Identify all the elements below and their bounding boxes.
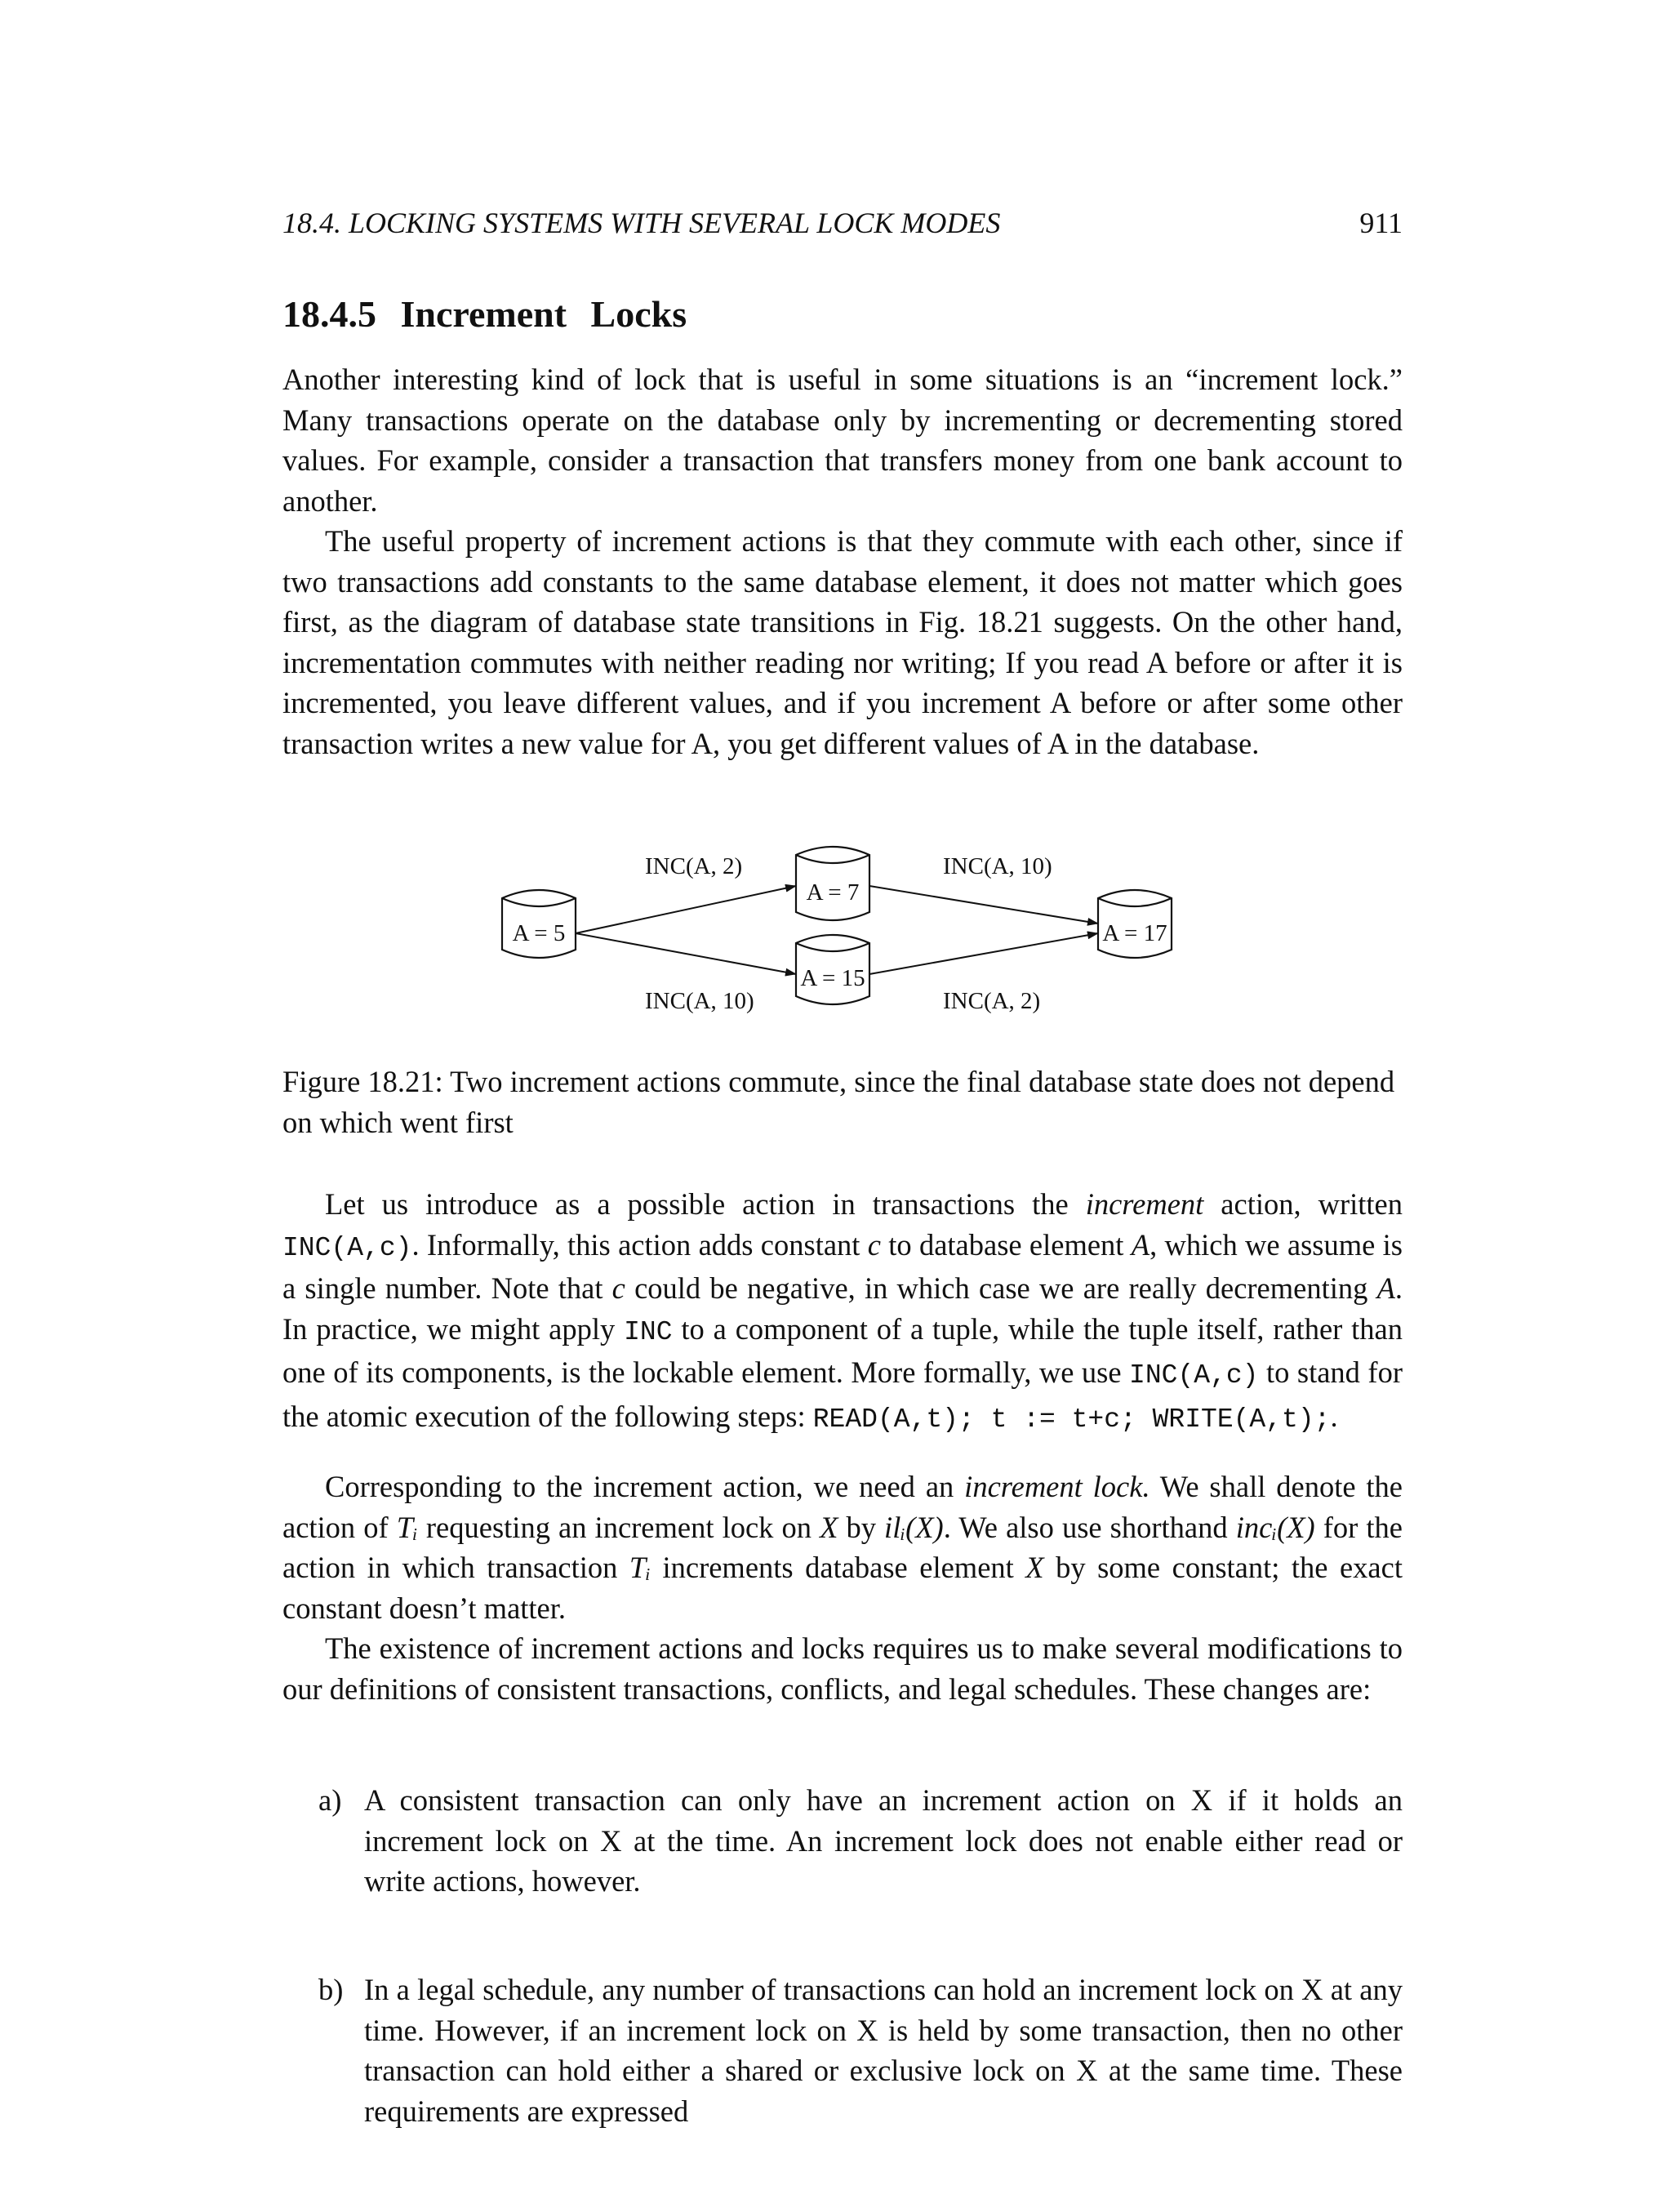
edge-label-a15-a17: INC(A, 2) (943, 988, 1041, 1014)
database-node-a17 (1098, 890, 1172, 958)
running-header (282, 204, 1403, 242)
running-title: 18.4. LOCKING SYSTEMS WITH SEVERAL LOCK MODES (282, 207, 1001, 239)
section-number: 18.4.5 (282, 293, 376, 335)
section-heading (282, 292, 687, 336)
list-marker: a) (318, 1783, 342, 1817)
paragraph-increment-action: Let us introduce as a possible action in transactions the increment action, written INC(A,c). Informally, this action adds constant c to database element A, which we assume is a single number. Note that c could be negative, in which case we are really decrementing A. In practice, we might apply INC to a component of a tuple, while the tuple itself, rather than one of its components, is the lockable element. More formally, we use INC(A,c) to stand for the atomic execution of the following steps: READ(A,t); t := t+c; WRITE(A,t);. (282, 1187, 1403, 1435)
database-node-a7 (796, 847, 869, 920)
section-title: Increment Locks (400, 293, 687, 335)
edge-a7-to-a17 (869, 886, 1098, 924)
paragraph-intro: Another interesting kind of lock that is useful in some situations is an “increment lock.” Many transactions operate on the database only by incrementing or decrementing stored values. For example, consider a transaction that transfers money from one bank account to another. (282, 363, 1403, 518)
paragraph-modifications: The existence of increment actions and locks requires us to make several modifications to our definitions of consistent transactions, conflicts, and legal schedules. These changes are: (282, 1631, 1403, 1706)
edge-label-a5-a15: INC(A, 10) (645, 988, 754, 1014)
edge-a15-to-a17 (869, 933, 1098, 974)
code-steps: READ(A,t); t := t+c; WRITE(A,t); (812, 1404, 1331, 1435)
node-label-a17: A = 17 (1102, 920, 1167, 946)
edge-a5-to-a15 (576, 933, 796, 974)
edge-label-a7-a17: INC(A, 10) (943, 853, 1052, 879)
database-node-a5 (502, 890, 576, 958)
figure-state-diagram (490, 837, 1208, 1025)
figure-caption: Figure 18.21: Two increment actions commute, since the final database state does not depend on which went first (282, 1065, 1395, 1139)
database-node-a15 (796, 935, 869, 1004)
edge-label-a5-a7: INC(A, 2) (645, 853, 743, 879)
state-transition-diagram (490, 837, 1208, 1025)
paragraph-increment-lock: Corresponding to the increment action, we need an increment lock. We shall denote the action of Tᵢ requesting an increment lock on X by ilᵢ(X). We also use shorthand incᵢ(X) for the action in which transaction Tᵢ increments database element X by some constant; the exact constant doesn’t matter. (282, 1470, 1403, 1625)
code-inc: INC(A,c) (282, 1232, 412, 1263)
node-label-a5: A = 5 (512, 920, 566, 946)
node-label-a7: A = 7 (806, 879, 860, 906)
list-item-text: In a legal schedule, any number of transactions can hold an increment lock on X at any time. However, if an increment lock on X is held by some transaction, then no other transaction can hold either a shared or exclusive lock on X at the same time. These requirements are expressed (364, 1973, 1403, 2128)
page-number: 911 (1359, 207, 1403, 239)
edge-a5-to-a7 (576, 886, 796, 933)
node-label-a15: A = 15 (800, 965, 865, 991)
list-item-text: A consistent transaction can only have an increment action on X if it holds an increment lock on X at the time. An increment lock does not enable either read or write actions, however. (364, 1783, 1403, 1898)
list-marker: b) (318, 1973, 344, 2006)
paragraph-commute: The useful property of increment actions is that they commute with each other, since if two transactions add constants to the same database element, it does not matter which goes first, as the diagram of database state transitions in Fig. 18.21 suggests. On the other hand, incrementation commutes with neither reading nor writing; If you read A before or after it is incremented, you leave different values, and if you increment A before or after some other transaction writes a new value for A, you get different values of A in the database. (282, 524, 1403, 760)
